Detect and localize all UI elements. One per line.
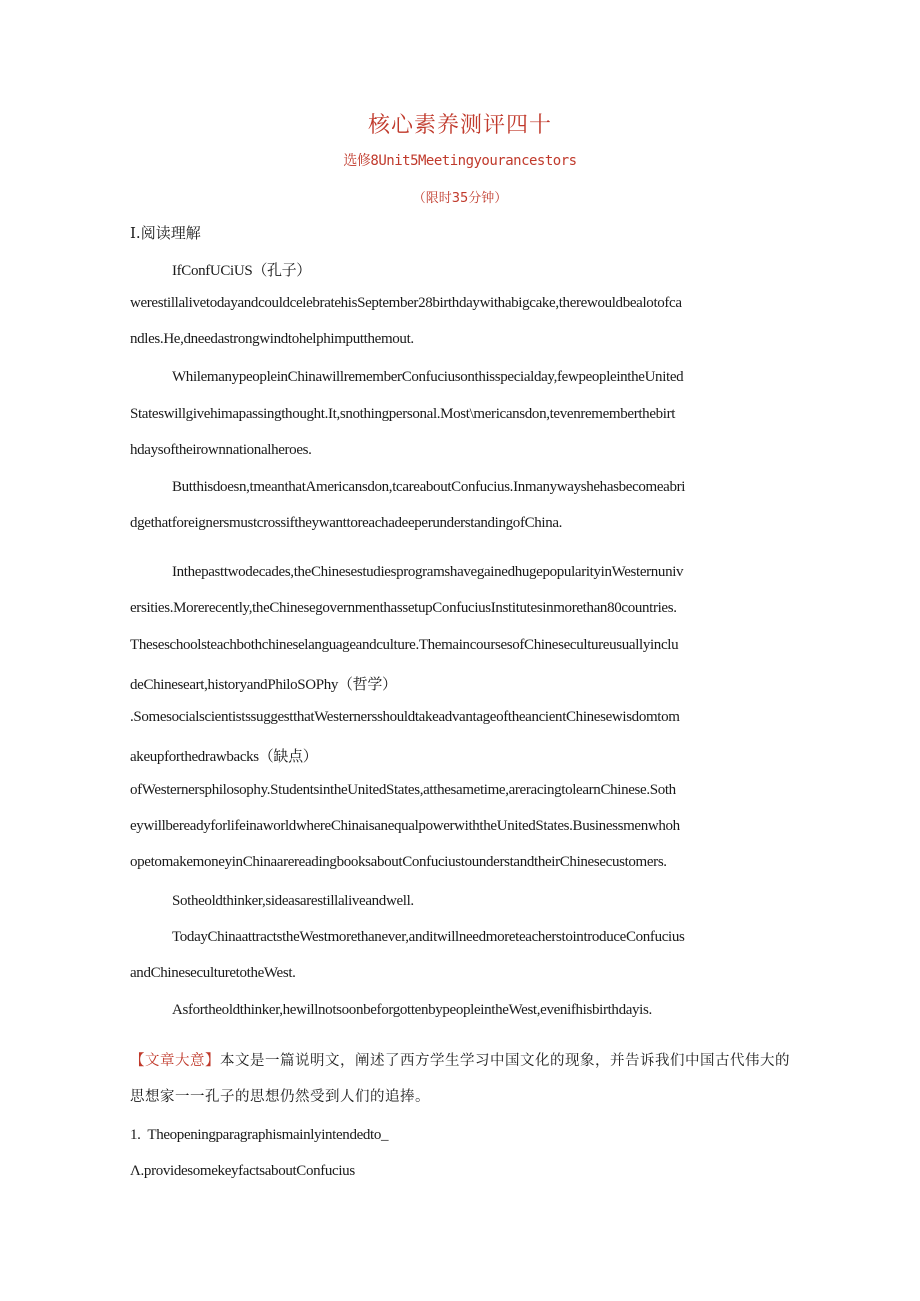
- passage-line: akeupforthedrawbacks（缺点）: [130, 749, 318, 765]
- question-option-a: Λ.providesomekeyfactsaboutConfucius: [130, 1163, 355, 1179]
- question-number: 1.: [130, 1127, 141, 1143]
- passage-line: Theseschoolsteachbothchineselanguageandculture.ThemaincoursesofChinesecultureusuallyinclu: [130, 637, 679, 653]
- passage-line: dgethatforeignersmustcrossiftheywanttoreachadeeperunderstandingofChina.: [130, 515, 563, 531]
- passage-line: werestillalivetodayandcouldcelebratehisSeptember28birthdaywithabigcake,therewouldbealotofca: [130, 295, 682, 311]
- passage-line: WhilemanypeopleinChinawillrememberConfuciusonthisspecialday,fewpeopleintheUnited: [172, 369, 684, 385]
- passage-line: Sotheoldthinker,sideasarestillaliveandwell.: [172, 893, 414, 909]
- page-subtitle: 选修8Unit5Meetingyourancestors: [343, 153, 577, 169]
- passage-line: andChineseculturetotheWest.: [130, 965, 296, 981]
- passage-line: hdaysoftheirownnationalheroes.: [130, 442, 312, 458]
- passage-line: IfConfUCiUS（孔子）: [172, 263, 311, 279]
- passage-line: ersities.Morerecently,theChinesegovernmenthassetupConfuciusInstitutesinmorethan80countries.: [130, 600, 677, 616]
- passage-line: .SomesocialscientistssuggestthatWesternersshouldtakeadvantageoftheancientChinesewisdomtom: [130, 709, 680, 725]
- article-summary: [130, 1043, 795, 1115]
- question-stem: Theopeningparagraphismainlyintendedto_: [147, 1127, 389, 1143]
- section-heading: I.阅读理解: [130, 224, 201, 242]
- page-title: 核心素养测评四十: [367, 113, 552, 138]
- time-limit: （限时35分钟）: [412, 191, 508, 206]
- passage-line: deChineseart,historyandPhiloSOPhy（哲学）: [130, 677, 397, 693]
- passage-line: Inthepasttwodecades,theChinesestudiesprogramshavegainedhugepopularityinWesternuniv: [172, 564, 684, 580]
- passage-line: eywillbereadyforlifeinaworldwhereChinaisanequalpowerwiththeUnitedStates.Businessmenwhoh: [130, 818, 680, 834]
- question-1: [130, 1127, 388, 1144]
- passage-line: Asfortheoldthinker,hewillnotsoonbeforgottenbypeopleintheWest,evenifhisbirthdayis.: [172, 1002, 652, 1018]
- summary-tag: 【文章大意】: [130, 1053, 220, 1069]
- passage-line: ofWesternersphilosophy.StudentsintheUnitedStates,atthesametime,areracingtolearnChinese.Soth: [130, 782, 676, 798]
- passage-line: opetomakemoneyinChinaarereadingbooksaboutConfuciustounderstandtheirChinesecustomers.: [130, 854, 667, 870]
- passage-line: ndles.He,dneedastrongwindtohelphimputthemout.: [130, 331, 414, 347]
- summary-text: 本文是一篇说明文，阐述了西方学生学习中国文化的现象，并告诉我们中国古代伟大的思想家一一孔子的思想仍然受到人们的追捧。: [130, 1053, 790, 1105]
- passage-line: Butthisdoesn,tmeanthatAmericansdon,tcareaboutConfucius.Inmanywayshehasbecomeabri: [172, 479, 686, 495]
- passage-line: Stateswillgivehimapassingthought.It,snothingpersonal.Most\mericansdon,tevenrememberthebirt: [130, 406, 676, 422]
- passage-line: TodayChinaattractstheWestmorethanever,anditwillneedmoreteacherstointroduceConfucius: [172, 929, 685, 945]
